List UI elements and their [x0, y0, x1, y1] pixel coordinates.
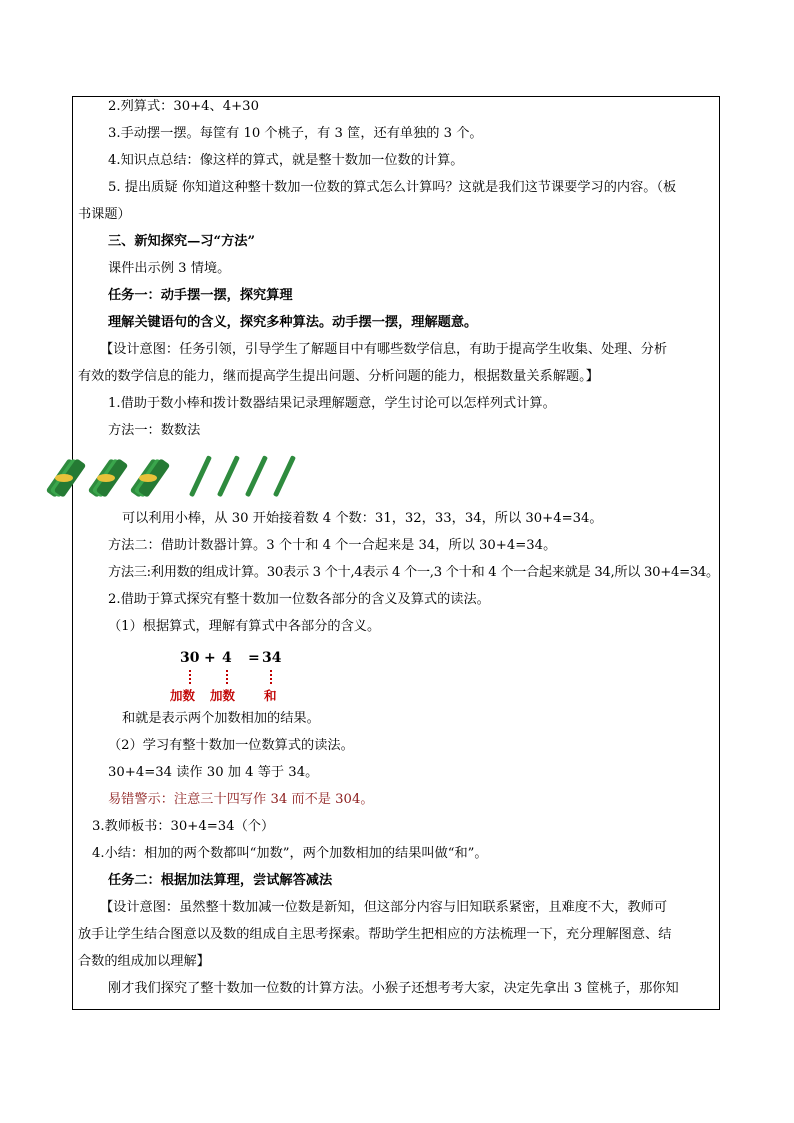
label-addend-2: 加数: [210, 688, 236, 703]
text-line-board-writing: 3.教师板书：30+4=34（个）: [92, 819, 275, 834]
method-one-label: 方法一：数数法: [108, 423, 201, 438]
design-intent-1: 【设计意图：任务引领，引导学生了解题目中有哪些数学信息，有助于提高学生收集、处理、分析: [100, 342, 668, 357]
single-stick-1: [189, 455, 212, 497]
design-intent-2-cont-1: 放手让学生结合图意以及数的组成自主思考探索。帮助学生把相应的方法梳理一下，充分理解图意、结: [78, 927, 672, 942]
dotted-line-sum: [270, 670, 272, 684]
text-line-understand: 理解关键语句的含义，探究多种算法。动手摆一摆，理解题意。: [108, 315, 478, 330]
formula-term-30: 30: [180, 650, 200, 666]
dotted-line-addend-2: [226, 670, 228, 684]
text-line-read-as: 30+4=34 读作 30 加 4 等于 34。: [108, 765, 319, 780]
formula-term-4: 4: [222, 650, 232, 666]
single-stick-2: [217, 455, 240, 497]
text-line-transition: 刚才我们探究了整十数加一位数的计算方法。小猴子还想考考大家，决定先拿出 3 筐桃子，那你知: [108, 981, 679, 996]
stick-bundle-2: [88, 458, 129, 498]
formula-plus-sign: +: [204, 650, 216, 666]
label-addend-1: 加数: [170, 688, 196, 703]
counting-sticks-illustration: [40, 448, 300, 508]
single-stick-4: [273, 455, 296, 497]
task-one-heading: 任务一：动手摆一摆，探究算理: [108, 288, 293, 303]
text-line-list-expression: 2.列算式：30+4、4+30: [108, 99, 259, 114]
single-stick-3: [245, 455, 268, 497]
formula-sum-34: 34: [262, 650, 282, 666]
text-line-sum-meaning: 和就是表示两个加数相加的结果。: [122, 711, 320, 726]
method-three-label: 方法三:利用数的组成计算。30表示 3 个十,4表示 4 个一,3 个十和 4 个一合起来就是 34,所以 30+4=34。: [108, 565, 719, 580]
text-line-parts-meaning: （1）根据算式，理解有算式中各部分的含义。: [108, 619, 381, 634]
text-line-step-2: 2.借助于算式探究有整十数加一位数各部分的含义及算式的读法。: [108, 592, 490, 607]
method-one-detail: 可以利用小棒，从 30 开始接着数 4 个数：31，32，33，34，所以 30+4=34。: [122, 511, 603, 526]
formula-equals-sign: =: [248, 650, 260, 666]
design-intent-2-cont-2: 合数的组成加以理解】: [78, 954, 210, 969]
dotted-line-addend-1: [189, 670, 191, 684]
text-line-question: 5. 提出质疑 你知道这种整十数加一位数的算式怎么计算吗？这就是我们这节课要学习的内容。（板: [108, 180, 677, 195]
text-line-courseware: 课件出示例 3 情境。: [108, 261, 231, 276]
section-heading-new-knowledge: 三、新知探究—习“方法”: [108, 234, 256, 249]
text-line-hands-on: 3.手动摆一摆。每筐有 10 个桃子，有 3 筐，还有单独的 3 个。: [108, 126, 483, 141]
method-two-label: 方法二：借助计数器计算。3 个十和 4 个一合起来是 34，所以 30+4=34。: [108, 538, 557, 553]
text-line-summary: 4.知识点总结：像这样的算式，就是整十数加一位数的计算。: [108, 153, 464, 168]
stick-bundle-1: [46, 458, 87, 498]
task-two-heading: 任务二：根据加法算理，尝试解答减法: [108, 873, 333, 888]
stick-bundle-3: [130, 458, 171, 498]
text-line-summary-2: 4.小结：相加的两个数都叫“加数”，两个加数相加的结果叫做“和”。: [92, 846, 488, 861]
addition-formula-diagram: [170, 650, 310, 705]
error-warning: 易错警示：注意三十四写作 34 而不是 304。: [108, 792, 374, 807]
design-intent-1-cont: 有效的数学信息的能力，继而提高学生提出问题、分析问题的能力，根据数量关系解题。】: [78, 369, 599, 384]
design-intent-2: 【设计意图：虽然整十数加减一位数是新知，但这部分内容与旧知联系紧密，且难度不大，教师可: [100, 900, 668, 915]
text-line-step-1: 1.借助于数小棒和拨计数器结果记录理解题意，学生讨论可以怎样列式计算。: [108, 396, 556, 411]
text-line-question-cont: 书课题）: [78, 207, 131, 222]
label-sum: 和: [264, 688, 277, 703]
text-line-reading-method: （2）学习有整十数加一位数算式的读法。: [108, 738, 354, 753]
